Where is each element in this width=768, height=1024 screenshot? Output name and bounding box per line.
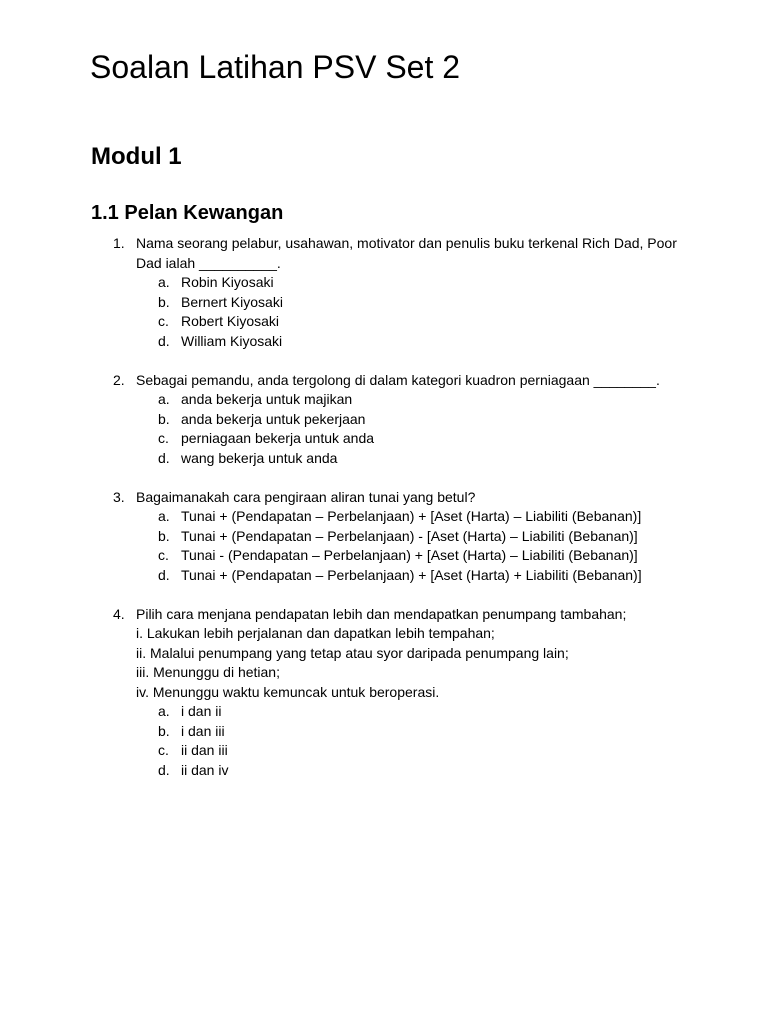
option-b	[0, 293, 768, 313]
option-d	[0, 449, 768, 469]
option-text: wang bekerja untuk anda	[181, 449, 338, 466]
option-b	[0, 410, 768, 430]
option-text: i dan iii	[181, 722, 225, 739]
option-text: ii dan iii	[181, 742, 228, 758]
option-a	[0, 273, 768, 293]
option-text: anda bekerja untuk pekerjaan	[181, 410, 366, 427]
option-text: Tunai + (Pendapatan – Perbelanjaan) + [Aset (Harta) + Liabiliti (Bebanan)]	[181, 566, 642, 583]
option-text: Tunai + (Pendapatan – Perbelanjaan) + [Aset (Harta) – Liabiliti (Bebanan)]	[181, 508, 642, 524]
question-3	[0, 488, 768, 586]
option-text: ii dan iv	[181, 761, 229, 778]
option-c	[0, 546, 768, 566]
option-d	[0, 761, 768, 781]
document-title: Soalan Latihan PSV Set 2	[90, 49, 461, 85]
question-number: 1.	[113, 235, 125, 251]
option-letter: b.	[158, 722, 170, 739]
module-heading: Modul 1	[91, 143, 182, 170]
option-letter: d.	[158, 566, 170, 583]
question-text: Sebagai pemandu, anda tergolong di dalam kategori kuadron perniagaan ________.	[136, 371, 660, 388]
option-c	[0, 429, 768, 449]
option-letter: c.	[158, 430, 169, 446]
option-letter: a.	[158, 391, 170, 407]
option-letter: d.	[158, 449, 170, 466]
option-d	[0, 332, 768, 352]
option-text: i dan ii	[181, 703, 222, 719]
option-d	[0, 566, 768, 586]
option-text: anda bekerja untuk majikan	[181, 391, 353, 407]
question-1-line-1	[0, 234, 768, 254]
option-text: perniagaan bekerja untuk anda	[181, 430, 375, 446]
question-text: Bagaimanakah cara pengiraan aliran tunai yang betul?	[136, 488, 476, 505]
question-number: 3.	[113, 488, 125, 505]
question-number: 2.	[113, 371, 125, 388]
subsection-heading: 1.1 Pelan Kewangan	[91, 202, 284, 224]
question-2-line-1	[0, 371, 768, 391]
question-4-line-1	[0, 605, 768, 625]
option-b	[0, 527, 768, 547]
option-text: Tunai - (Pendapatan – Perbelanjaan) + [Aset (Harta) – Liabiliti (Bebanan)]	[181, 547, 638, 563]
option-letter: a.	[158, 274, 170, 290]
option-a	[0, 390, 768, 410]
question-4	[0, 605, 768, 781]
question-number: 4.	[113, 605, 125, 622]
question-text-continued: Dad ialah __________.	[136, 254, 281, 271]
option-a	[0, 507, 768, 527]
question-1-line-2	[0, 254, 768, 274]
option-letter: c.	[158, 547, 169, 563]
statement-iv: iv. Menunggu waktu kemuncak untuk beroperasi.	[136, 683, 440, 700]
option-letter: a.	[158, 508, 170, 524]
question-1	[0, 234, 768, 351]
option-letter: c.	[158, 742, 169, 758]
option-letter: d.	[158, 332, 170, 349]
question-3-line-1	[0, 488, 768, 508]
option-text: Robert Kiyosaki	[181, 313, 280, 329]
option-c	[0, 741, 768, 761]
option-letter: a.	[158, 703, 170, 719]
option-letter: b.	[158, 293, 170, 310]
option-b	[0, 722, 768, 742]
question-text: Nama seorang pelabur, usahawan, motivator dan penulis buku terkenal Rich Dad, Poor	[136, 235, 677, 251]
option-letter: b.	[158, 410, 170, 427]
statement-ii: ii. Malalui penumpang yang tetap atau syor daripada penumpang lain;	[136, 644, 569, 661]
statement-i: i. Lakukan lebih perjalanan dan dapatkan lebih tempahan;	[136, 625, 495, 641]
option-letter: c.	[158, 313, 169, 329]
option-a	[0, 702, 768, 722]
option-text: Robin Kiyosaki	[181, 274, 274, 290]
option-text: Bernert Kiyosaki	[181, 293, 283, 310]
option-c	[0, 312, 768, 332]
option-text: William Kiyosaki	[181, 332, 283, 349]
question-list	[0, 234, 768, 800]
question-2	[0, 371, 768, 469]
option-letter: d.	[158, 761, 170, 778]
option-text: Tunai + (Pendapatan – Perbelanjaan) - [Aset (Harta) – Liabiliti (Bebanan)]	[181, 527, 638, 544]
question-text: Pilih cara menjana pendapatan lebih dan mendapatkan penumpang tambahan;	[136, 605, 627, 622]
statement-iii: iii. Menunggu di hetian;	[136, 664, 280, 680]
option-letter: b.	[158, 527, 170, 544]
